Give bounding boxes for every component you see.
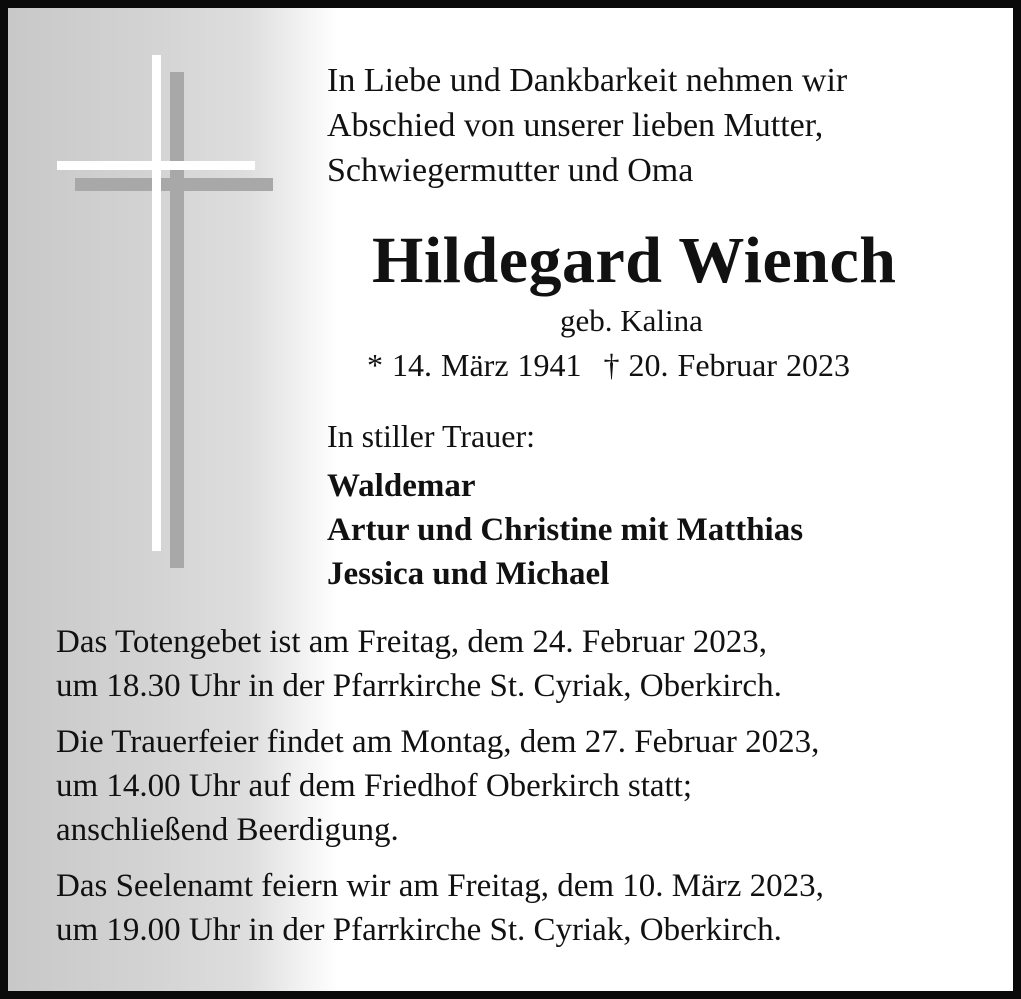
maiden-name: geb. Kalina bbox=[560, 303, 703, 338]
mourning-label: In stiller Trauer: bbox=[327, 418, 535, 454]
paragraph-line: um 19.00 Uhr in der Pfarrkirche St. Cyriak, Oberkirch. bbox=[56, 912, 782, 948]
cross-shadow-vertical bbox=[170, 72, 184, 568]
paragraph-line: um 14.00 Uhr auf dem Friedhof Oberkirch statt; bbox=[56, 768, 693, 804]
intro-line: Schwiegermutter und Oma bbox=[327, 152, 694, 189]
family-member: Artur und Christine mit Matthias bbox=[327, 512, 804, 548]
intro-line: In Liebe und Dankbarkeit nehmen wir bbox=[327, 62, 848, 99]
intro-line: Abschied von unserer lieben Mutter, bbox=[327, 107, 824, 144]
paragraph-line: Das Seelenamt feiern wir am Freitag, dem 10. März 2023, bbox=[56, 868, 824, 904]
life-dates bbox=[367, 344, 850, 386]
cross-shadow-horizontal bbox=[75, 178, 273, 191]
funeral-paragraph bbox=[56, 720, 819, 852]
family-member: Jessica und Michael bbox=[327, 556, 610, 592]
paragraph-line: anschließend Beerdigung. bbox=[56, 812, 399, 848]
family-list bbox=[327, 464, 803, 596]
paragraph-line: Das Totengebet ist am Freitag, dem 24. Februar 2023, bbox=[56, 624, 768, 660]
prayer-paragraph bbox=[56, 620, 782, 708]
cross-vertical-bar bbox=[152, 55, 161, 551]
paragraph-line: Die Trauerfeier findet am Montag, dem 27. Februar 2023, bbox=[56, 724, 820, 760]
deceased-name: Hildegard Wiench bbox=[372, 224, 897, 297]
requiem-paragraph bbox=[56, 864, 824, 952]
family-member: Waldemar bbox=[327, 468, 476, 504]
intro-text bbox=[327, 58, 847, 193]
birth-date: * 14. März 1941 bbox=[367, 347, 582, 383]
death-date: † 20. Februar 2023 bbox=[603, 347, 851, 383]
paragraph-line: um 18.30 Uhr in der Pfarrkirche St. Cyriak, Oberkirch. bbox=[56, 668, 782, 704]
cross-horizontal-bar bbox=[57, 161, 255, 170]
